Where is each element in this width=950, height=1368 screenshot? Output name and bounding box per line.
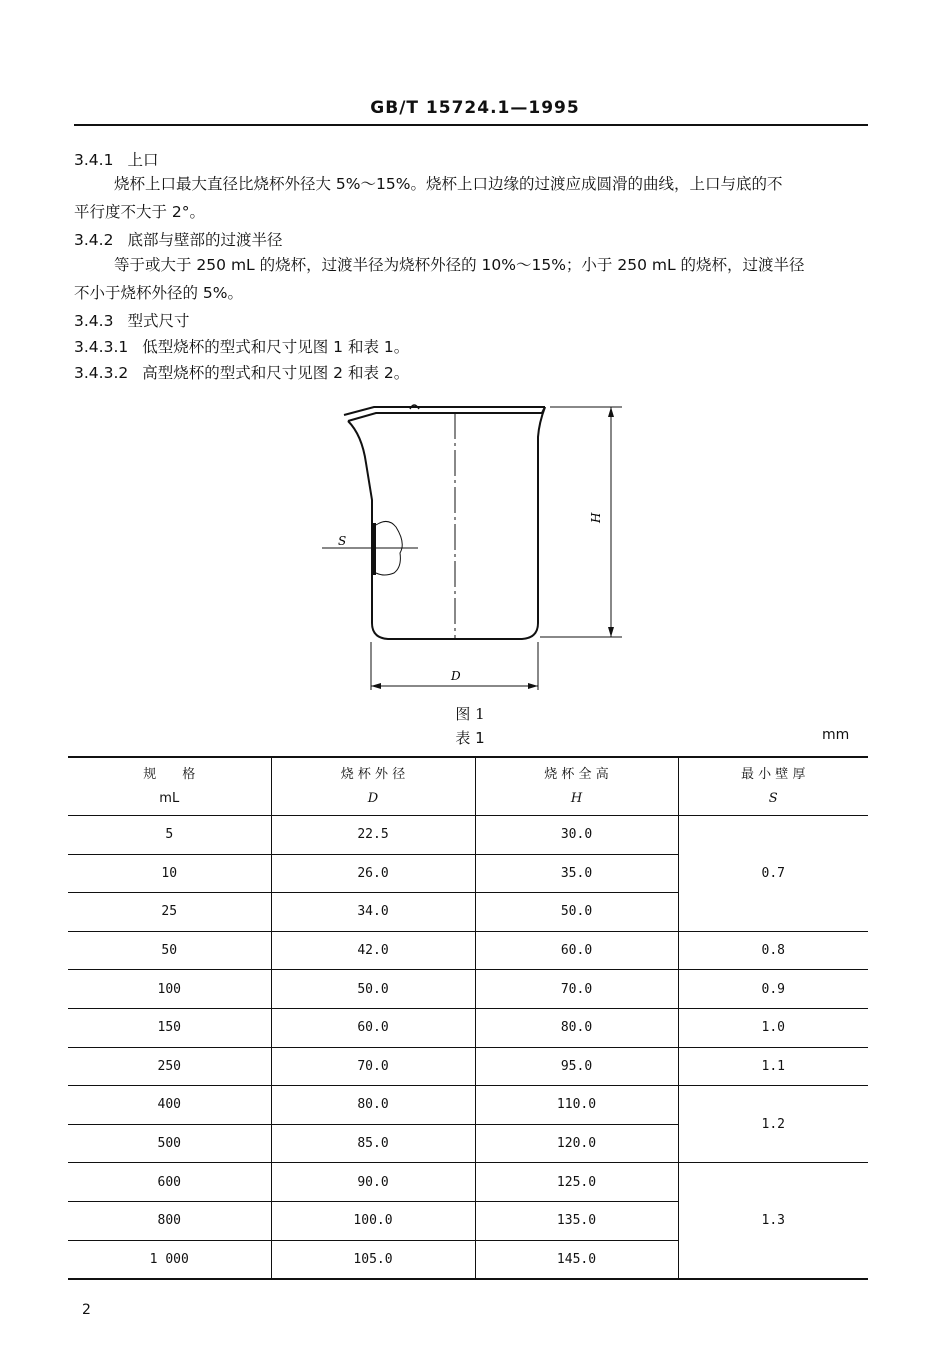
section-3-4-2	[74, 228, 282, 250]
section-3-4-1	[74, 148, 158, 170]
section-number: 3.4.3	[74, 312, 114, 330]
section-number: 3.4.3.2	[74, 364, 129, 382]
wall-cell: 1.2	[678, 1086, 868, 1163]
header-rule	[74, 124, 868, 126]
table-row: 50 42.0 60.0 0.8	[68, 931, 868, 970]
wall-cell: 1.3	[678, 1163, 868, 1279]
table-row: 5 22.5 30.0 0.7	[68, 816, 868, 855]
figure-caption: 图 1	[455, 705, 485, 723]
header-height: 烧 杯 全 高 H	[475, 757, 678, 816]
paragraph-line: 平行度不大于 2°。	[74, 203, 206, 221]
table-row: 800 100.0 135.0	[68, 1201, 868, 1240]
section-3-4-3-1	[74, 335, 409, 357]
section-title: 低型烧杯的型式和尺寸见图 1 和表 1。	[142, 338, 410, 356]
section-title: 型式尺寸	[127, 312, 190, 330]
table-row: 100 50.0 70.0 0.9	[68, 970, 868, 1009]
section-title: 上口	[127, 151, 159, 169]
table-row: 400 80.0 110.0 1.2	[68, 1086, 868, 1125]
wall-cell: 1.1	[678, 1047, 868, 1086]
beaker-figure	[310, 395, 640, 700]
page-header: GB/T 15724.1—1995	[370, 98, 580, 118]
label-h: H	[589, 512, 603, 523]
section-number: 3.4.2	[74, 231, 114, 249]
paragraph-line: 等于或大于 250 mL 的烧杯，过渡半径为烧杯外径的 10%～15%；小于 250 mL 的烧杯，过渡半径	[114, 256, 805, 274]
label-d: D	[451, 669, 461, 683]
table-unit: mm	[822, 727, 850, 743]
wall-cell: 1.0	[678, 1008, 868, 1047]
header-capacity: 规 格 mL	[68, 757, 271, 816]
section-title: 底部与壁部的过渡半径	[127, 231, 283, 249]
beaker-dimension-table	[68, 756, 868, 1280]
paragraph-line: 烧杯上口最大直径比烧杯外径大 5%～15%。烧杯上口边缘的过渡应成圆滑的曲线，上口与底的不	[114, 175, 783, 193]
wall-cell: 0.7	[678, 816, 868, 932]
table-row: 500 85.0 120.0	[68, 1124, 868, 1163]
page-number: 2	[82, 1302, 91, 1318]
section-number: 3.4.3.1	[74, 338, 129, 356]
section-title: 高型烧杯的型式和尺寸见图 2 和表 2。	[142, 364, 410, 382]
table-row: 150 60.0 80.0 1.0	[68, 1008, 868, 1047]
table-row: 250 70.0 95.0 1.1	[68, 1047, 868, 1086]
wall-cell: 0.9	[678, 970, 868, 1009]
paragraph-line: 不小于烧杯外径的 5%。	[74, 284, 244, 302]
section-3-4-3	[74, 309, 189, 331]
table-row: 25 34.0 50.0	[68, 893, 868, 932]
section-number: 3.4.1	[74, 151, 114, 169]
label-s: S	[338, 534, 347, 548]
table-caption: 表 1	[455, 729, 485, 747]
wall-cell: 0.8	[678, 931, 868, 970]
table-row: 1 000 105.0 145.0	[68, 1240, 868, 1279]
header-outer-diameter: 烧 杯 外 径 D	[271, 757, 475, 816]
section-3-4-3-2	[74, 361, 409, 383]
table-row: 10 26.0 35.0	[68, 854, 868, 893]
header-wall-thickness: 最 小 壁 厚 S	[678, 757, 868, 816]
table-row: 600 90.0 125.0 1.3	[68, 1163, 868, 1202]
table-header-row	[68, 757, 868, 816]
